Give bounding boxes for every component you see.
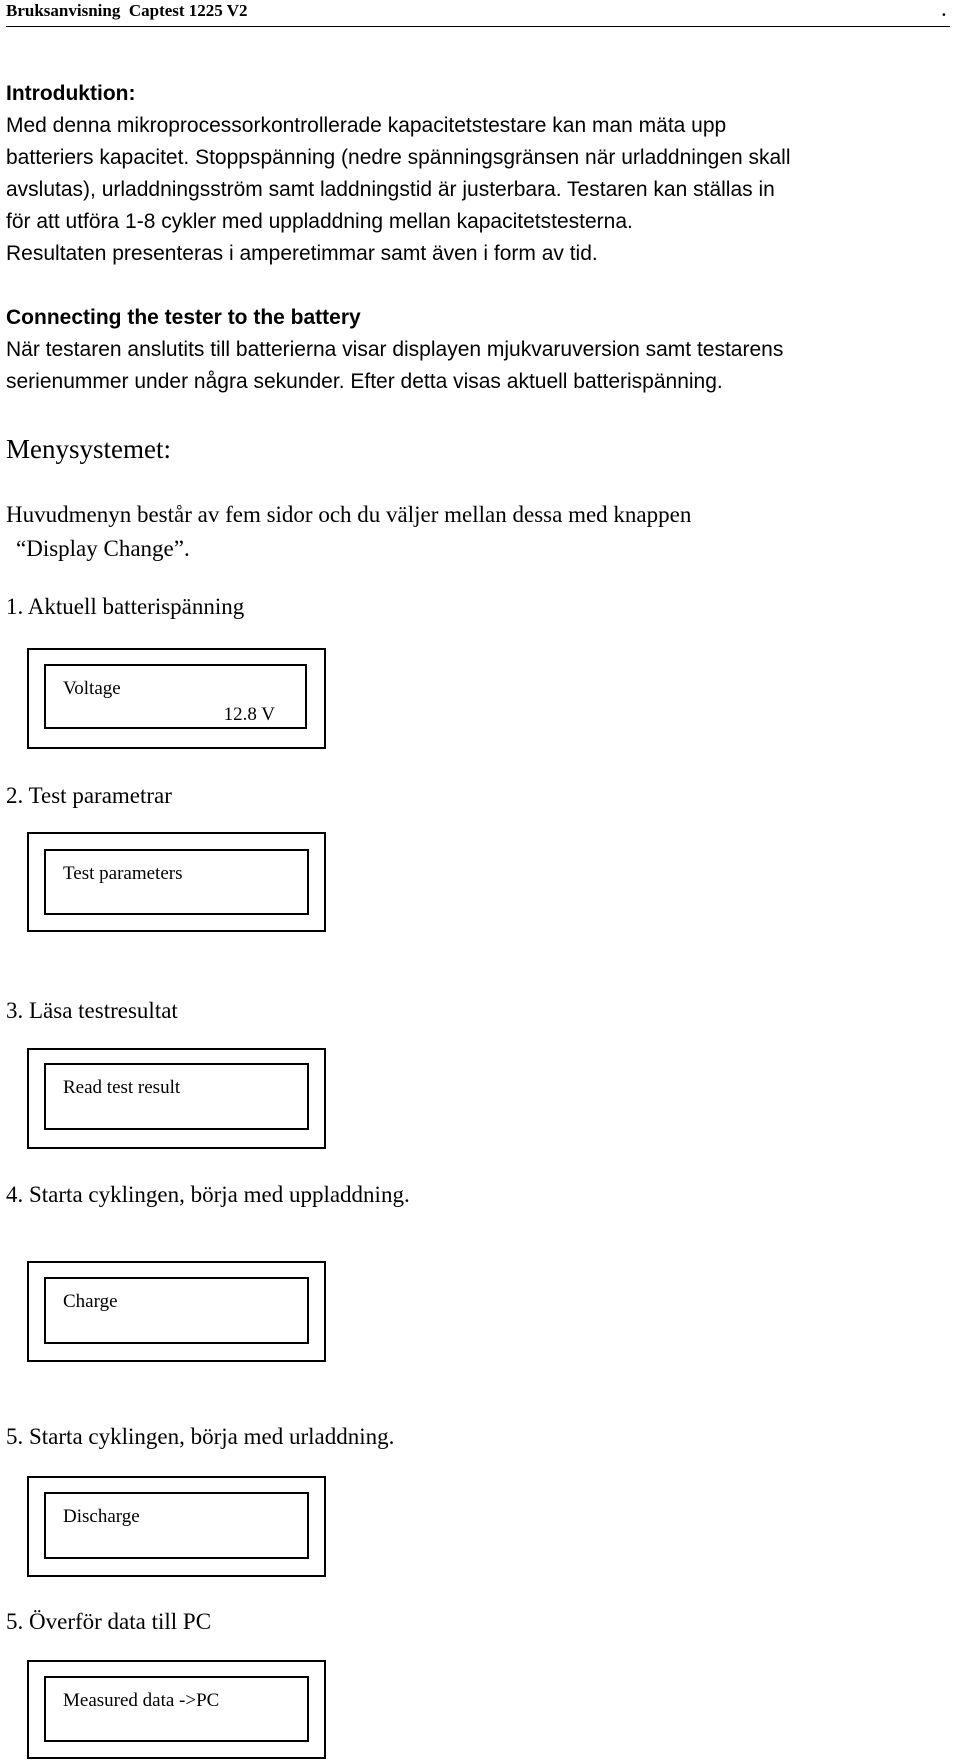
lcd-text-read-test-result: Read test result bbox=[63, 1077, 181, 1098]
intro-line: för att utföra 1-8 cykler med uppladdning mellan kapacitetstesterna. bbox=[6, 210, 633, 233]
lcd-screen-read-test-result bbox=[44, 1063, 309, 1130]
connecting-paragraph bbox=[6, 334, 950, 398]
menu-intro-line: Huvudmenyn består av fem sidor och du väljer mellan dessa med knappen bbox=[6, 502, 692, 527]
menu-intro-line: “Display Change”. bbox=[16, 536, 190, 561]
lcd-screen-test-parameters bbox=[44, 849, 309, 915]
intro-line: batteriers kapacitet. Stoppspänning (nedre spänningsgränsen när urladdningen skall bbox=[6, 146, 791, 169]
document-title: Bruksanvisning Captest 1225 V2 bbox=[6, 1, 248, 20]
menu-title: Menysystemet: bbox=[6, 434, 171, 464]
lcd-text-charge: Charge bbox=[63, 1291, 118, 1312]
lcd-screen-charge bbox=[44, 1277, 309, 1344]
header-dot: . bbox=[941, 1, 946, 20]
page-label-6: 5. Överför data till PC bbox=[6, 1609, 212, 1634]
lcd-text-measured-data: Measured data ->PC bbox=[63, 1690, 220, 1711]
lcd-text-voltage: Voltage bbox=[63, 678, 121, 699]
lcd-text-discharge: Discharge bbox=[63, 1506, 140, 1527]
lcd-screen-measured-data bbox=[44, 1676, 309, 1742]
connecting-line: När testaren anslutits till batterierna visar displayen mjukvaruversion samt testarens bbox=[6, 338, 784, 361]
intro-line: Resultaten presenteras i amperetimmar samt även i form av tid. bbox=[6, 242, 598, 265]
page-label-4: 4. Starta cyklingen, börja med uppladdning. bbox=[6, 1182, 410, 1207]
connecting-heading: Connecting the tester to the battery bbox=[6, 306, 361, 329]
lcd-screen-discharge bbox=[44, 1492, 309, 1559]
menu-intro bbox=[6, 498, 950, 566]
page-label-2: 2. Test parametrar bbox=[6, 783, 172, 808]
lcd-text-test-parameters: Test parameters bbox=[63, 863, 183, 884]
lcd-screen-voltage bbox=[44, 664, 307, 729]
intro-line: avslutas), urladdningsström samt laddningstid är justerbara. Testaren kan ställas in bbox=[6, 178, 775, 201]
page-label-3: 3. Läsa testresultat bbox=[6, 998, 178, 1023]
intro-paragraph bbox=[6, 110, 950, 270]
intro-heading: Introduktion: bbox=[6, 82, 136, 105]
page-label-1: 1. Aktuell batterispänning bbox=[6, 594, 245, 619]
document-header bbox=[6, 0, 950, 27]
connecting-line: serienummer under några sekunder. Efter detta visas aktuell batterispänning. bbox=[6, 370, 723, 393]
intro-line: Med denna mikroprocessorkontrollerade kapacitetstestare kan man mäta upp bbox=[6, 114, 727, 137]
page-label-5: 5. Starta cyklingen, börja med urladdning. bbox=[6, 1424, 395, 1449]
lcd-value-voltage: 12.8 V bbox=[223, 704, 275, 725]
